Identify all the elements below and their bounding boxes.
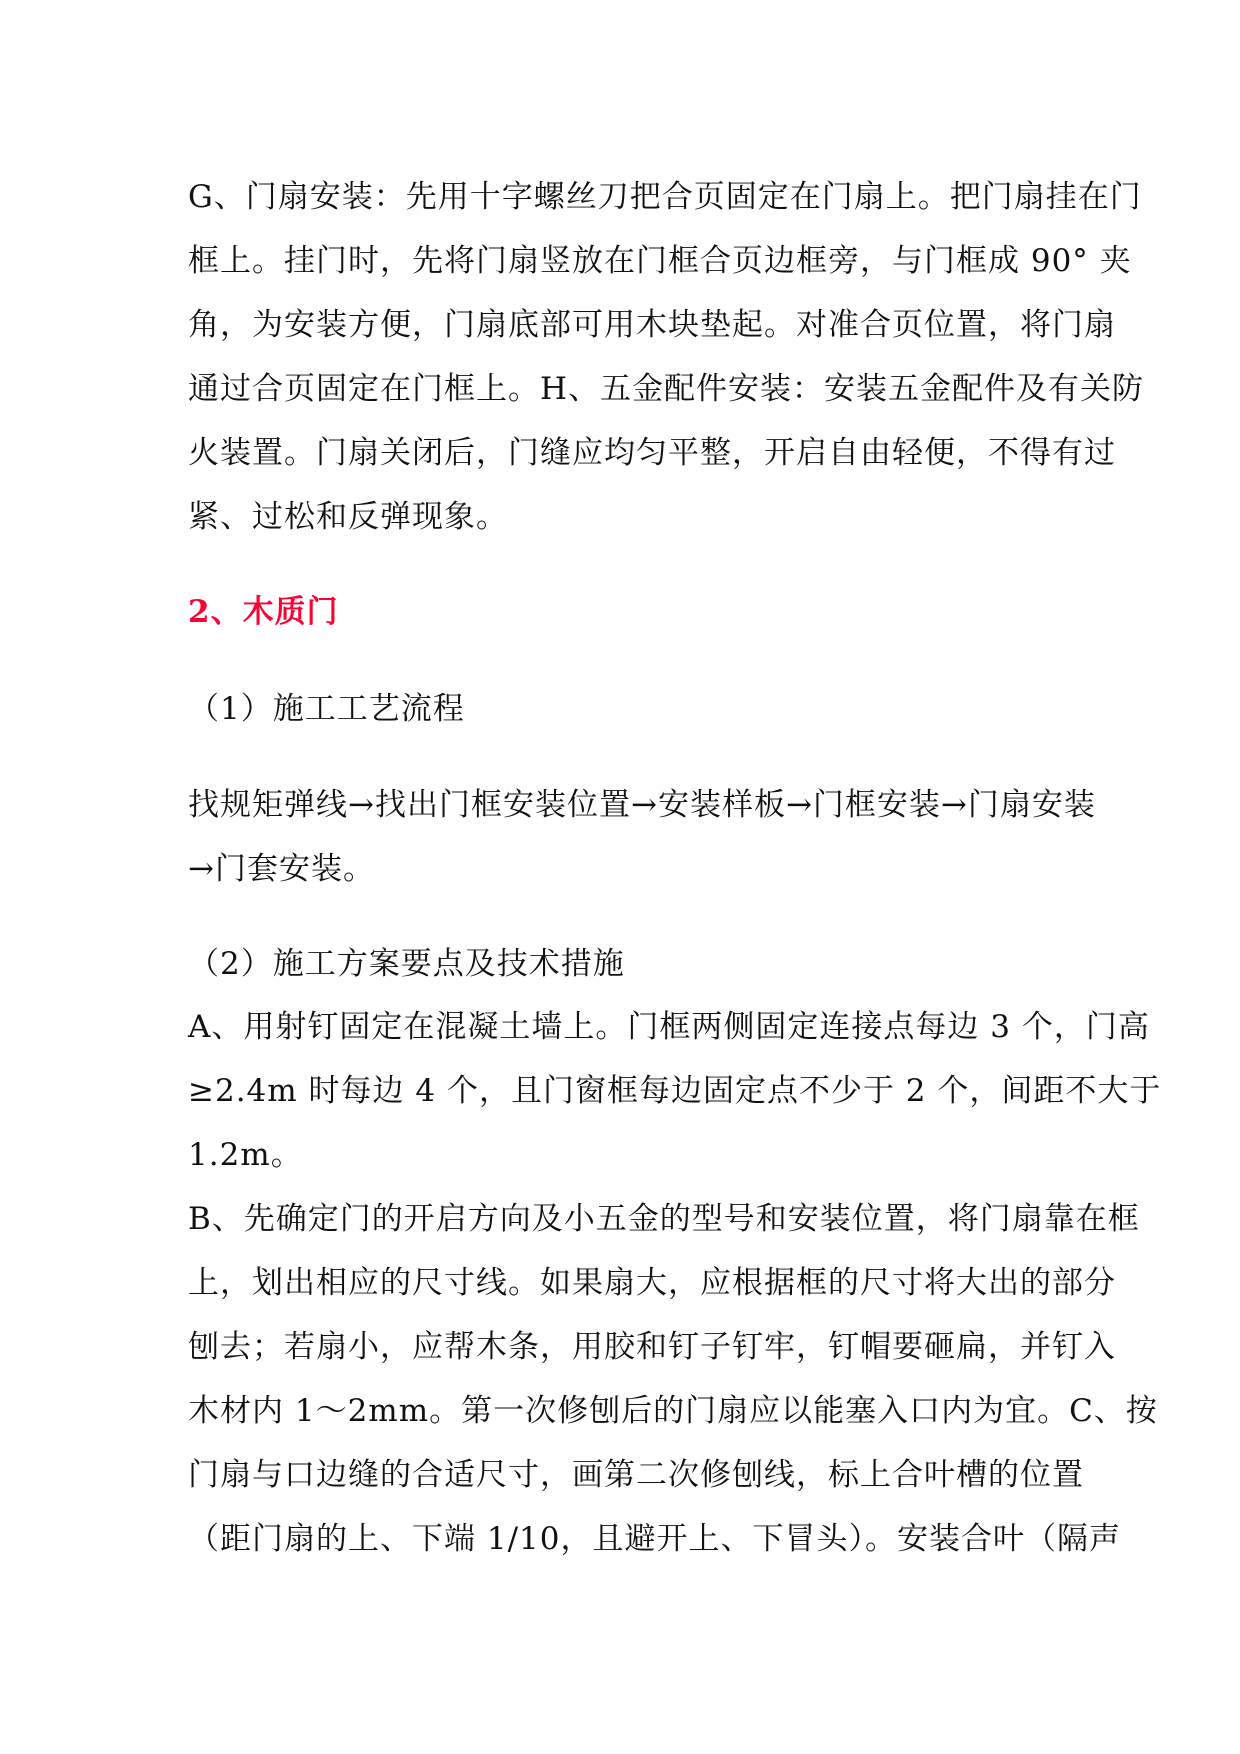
paragraph-line: 木材内 1～2mm。第一次修刨后的门扇应以能塞入口内为宜。C、按 xyxy=(188,1393,1158,1429)
paragraph-line: 1.2m。 xyxy=(188,1137,303,1173)
paragraph-line: 上，划出相应的尺寸线。如果扇大，应根据框的尺寸将大出的部分 xyxy=(188,1265,1116,1301)
section-heading: 2、木质门 xyxy=(188,594,339,630)
flow-line: 找规矩弹线→找出门框安装位置→安装样板→门框安装→门扇安装 xyxy=(188,787,1096,823)
paragraph-line: B、先确定门的开启方向及小五金的型号和安装位置，将门扇靠在框 xyxy=(188,1201,1140,1237)
subheading-process-flow: （1）施工工艺流程 xyxy=(188,691,465,727)
paragraph-line: 刨去；若扇小，应帮木条，用胶和钉子钉牢，钉帽要砸扁，并钉入 xyxy=(188,1329,1116,1365)
paragraph-line: ≥2.4m 时每边 4 个，且门窗框每边固定点不少于 2 个，间距不大于 xyxy=(188,1073,1162,1109)
subheading-technical-measures: （2）施工方案要点及技术措施 xyxy=(188,946,625,982)
paragraph-line: A、用射钉固定在混凝土墙上。门框两侧固定连接点每边 3 个，门高 xyxy=(188,1009,1150,1045)
paragraph-line: 框上。挂门时，先将门扇竖放在门框合页边框旁，与门框成 90° 夹 xyxy=(188,243,1132,279)
paragraph-line: 火装置。门扇关闭后，门缝应均匀平整，开启自由轻便，不得有过 xyxy=(188,435,1116,471)
paragraph-line: 通过合页固定在门框上。H、五金配件安装：安装五金配件及有关防 xyxy=(188,371,1145,407)
paragraph-line: 紧、过松和反弹现象。 xyxy=(188,499,508,535)
flow-line: →门套安装。 xyxy=(188,851,375,887)
paragraph-line: G、门扇安装：先用十字螺丝刀把合页固定在门扇上。把门扇挂在门 xyxy=(188,179,1142,215)
paragraph-line: 角，为安装方便，门扇底部可用木块垫起。对准合页位置，将门扇 xyxy=(188,307,1116,343)
paragraph-line: （距门扇的上、下端 1/10，且避开上、下冒头）。安装合叶（隔声 xyxy=(188,1521,1121,1557)
paragraph-line: 门扇与口边缝的合适尺寸，画第二次修刨线，标上合叶槽的位置 xyxy=(188,1457,1084,1493)
